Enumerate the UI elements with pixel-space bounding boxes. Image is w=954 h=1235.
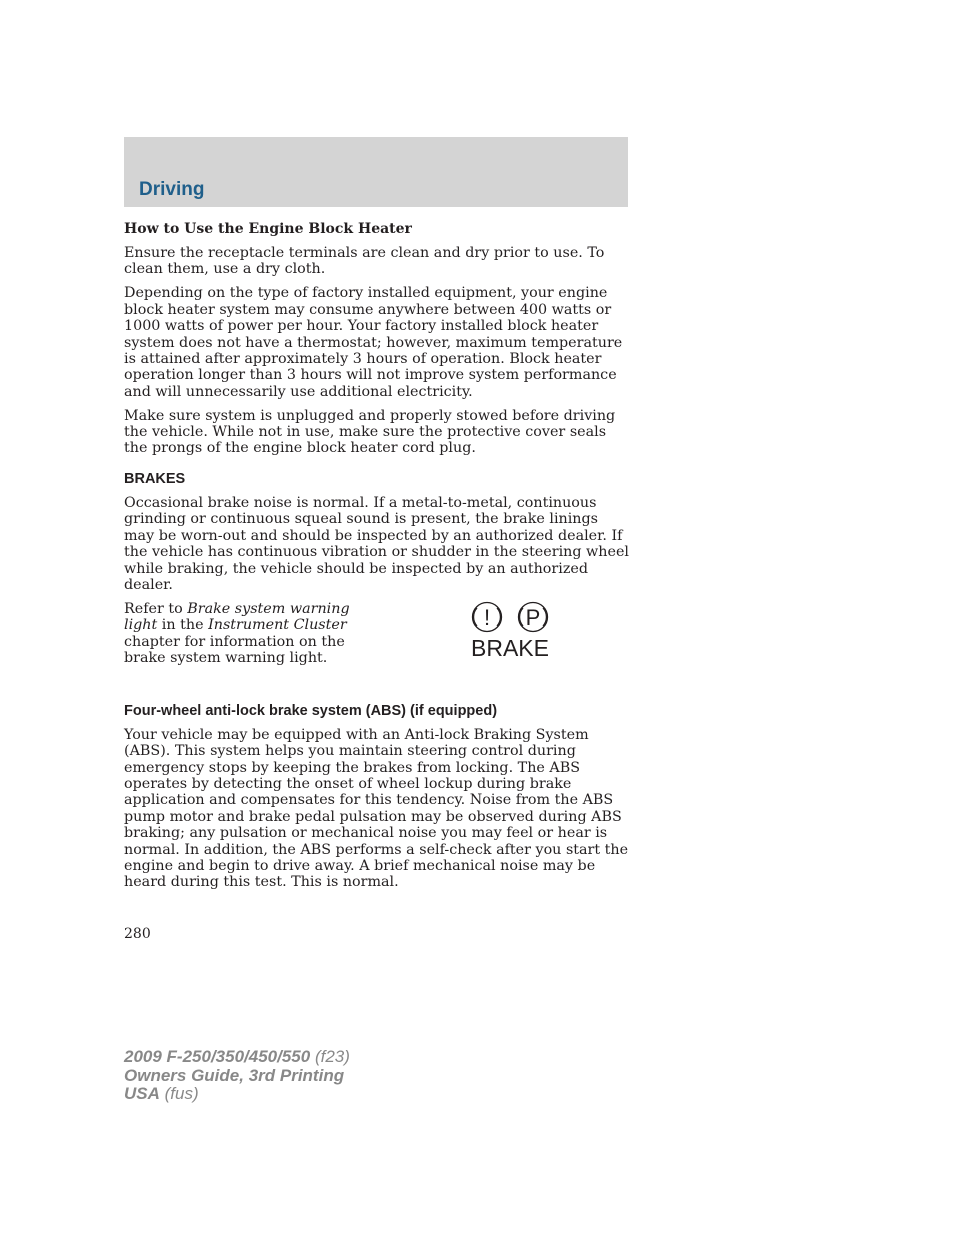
- block-heater-paragraph-3: Make sure system is unplugged and properly stowed before driving the vehicle. While not in use, make sure the protective cover seals the prongs of the engine block heater cord plug.: [124, 407, 616, 457]
- page-number: 280: [124, 926, 151, 942]
- reference-link-instrument-cluster: Instrument Cluster: [208, 617, 347, 634]
- brakes-heading: BRAKES: [124, 470, 186, 487]
- reference-text-part: chapter for information on the brake system warning light.: [124, 633, 345, 667]
- page-content: [124, 221, 629, 898]
- block-heater-heading: How to Use the Engine Block Heater: [124, 221, 412, 237]
- abs-paragraph-1: Your vehicle may be equipped with an Anti-lock Braking System (ABS). This system helps you maintain steering control during emergency stops by keeping the brakes from locking. The ABS operates by detecting the onset of wheel lockup during brake application and compensates for this tendency. Noise from the ABS pump motor and brake pedal pulsation may be observed during ABS braking; any pulsation or mechanical noise you may feel or hear is normal. In addition, the ABS performs a self-check after you start the engine and begin to drive away. A brief mechanical noise may be heard during this test. This is normal.: [124, 726, 629, 891]
- document-footer: [124, 1048, 350, 1104]
- reference-link-brake-light: Brake system warning light: [124, 600, 350, 634]
- footer-market-code: (fus): [159, 1084, 199, 1103]
- footer-market: USA: [124, 1084, 160, 1103]
- footer-model-code: (f23): [310, 1047, 350, 1066]
- icon-exclamation-glyph: !: [483, 604, 491, 630]
- icon-brake-label: BRAKE: [471, 634, 549, 661]
- icon-p-glyph: P: [525, 604, 541, 630]
- brake-warning-reference: [124, 601, 629, 689]
- section-header-band: [124, 137, 628, 207]
- footer-line-3: [124, 1085, 350, 1104]
- reference-text-part: Refer to: [124, 600, 188, 617]
- brakes-paragraph-1: Occasional brake noise is normal. If a metal-to-metal, continuous grinding or continuous squeal sound is present, the brake linings may be worn-out and should be inspected by an authorized dealer. If the vehicle has continuous vibration or shudder in the steering wheel while braking, the vehicle should be inspected by an authorized dealer.: [124, 494, 629, 593]
- section-title: Driving: [139, 179, 205, 200]
- brake-reference-text: [124, 601, 386, 667]
- footer-model: 2009 F-250/350/450/550: [124, 1047, 311, 1066]
- block-heater-paragraph-1: Ensure the receptacle terminals are clean and dry prior to use. To clean them, use a dry cloth.: [124, 245, 605, 278]
- brake-warning-icon: [464, 601, 556, 661]
- footer-line-1: [124, 1048, 350, 1067]
- block-heater-paragraph-2: Depending on the type of factory installed equipment, your engine block heater system may consume anywhere between 400 watts or 1000 watts of power per hour. Your factory installed block heater system does not have a thermostat; however, maximum temperature is attained after approximately 3 hours of operation. Block heater operation longer than 3 hours will not improve system performance and will unnecessarily use additional electricity.: [124, 285, 623, 400]
- footer-line-2: Owners Guide, 3rd Printing: [124, 1065, 345, 1085]
- abs-heading: Four-wheel anti-lock brake system (ABS) (if equipped): [124, 702, 498, 719]
- reference-text-part: in the: [157, 617, 209, 634]
